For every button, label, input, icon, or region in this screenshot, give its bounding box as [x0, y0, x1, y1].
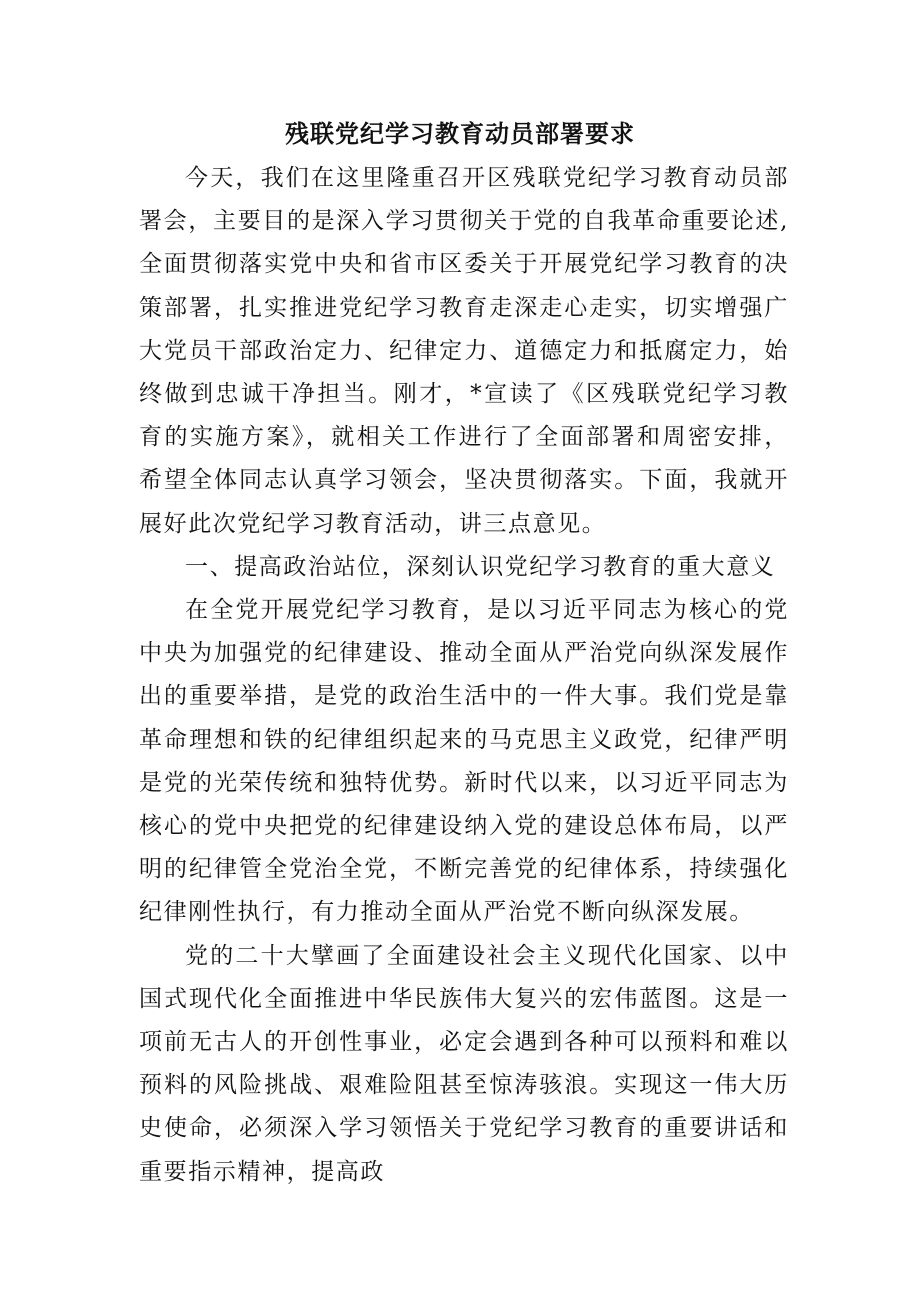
document-body — [139, 157, 789, 1194]
paragraph-significance: 在全党开展党纪学习教育，是以习近平同志为核心的党中央为加强党的纪律建设、推动全面从严治党向纵深发展作出的重要举措，是党的政治生活中的一件大事。我们党是靠革命理想和铁的纪律组织起来的马克思主义政党，纪律严明是党的光荣传统和独特优势。新时代以来，以习近平同志为核心的党中央把党的纪律建设纳入党的建设总体布局，以严明的纪律管全党治全党，不断完善党的纪律体系，持续强化纪律刚性执行，有力推动全面从严治党不断向纵深发展。 — [139, 597, 789, 926]
section-heading-1: 一、提高政治站位，深刻认识党纪学习教育的重大意义 — [185, 553, 776, 580]
paragraph-intro: 今天，我们在这里隆重召开区残联党纪学习教育动员部署会，主要目的是深入学习贯彻关于党的自我革命重要论述,全面贯彻落实党中央和省市区委关于开展党纪学习教育的决策部署，扎实推进党纪学习教育走深走心走实，切实增强广大党员干部政治定力、纪律定力、道德定力和抵腐定力，始终做到忠诚干净担当。刚才，*宣读了《区残联党纪学习教育的实施方案》，就相关工作进行了全面部署和周密安排，希望全体同志认真学习领会，坚决贯彻落实。下面，我就开展好此次党纪学习教育活动，讲三点意见。 — [139, 165, 789, 537]
document-title: 残联党纪学习教育动员部署要求 — [285, 119, 635, 148]
paragraph-twentieth-congress: 党的二十大擘画了全面建设社会主义现代化国家、以中国式现代化全面推进中华民族伟大复兴的宏伟蓝图。这是一项前无古人的开创性事业，必定会遇到各种可以预料和难以预料的风险挑战、艰难险阻甚至惊涛骇浪。实现这一伟大历史使命，必须深入学习领悟关于党纪学习教育的重要讲话和重要指示精神，提高政 — [139, 942, 789, 1185]
